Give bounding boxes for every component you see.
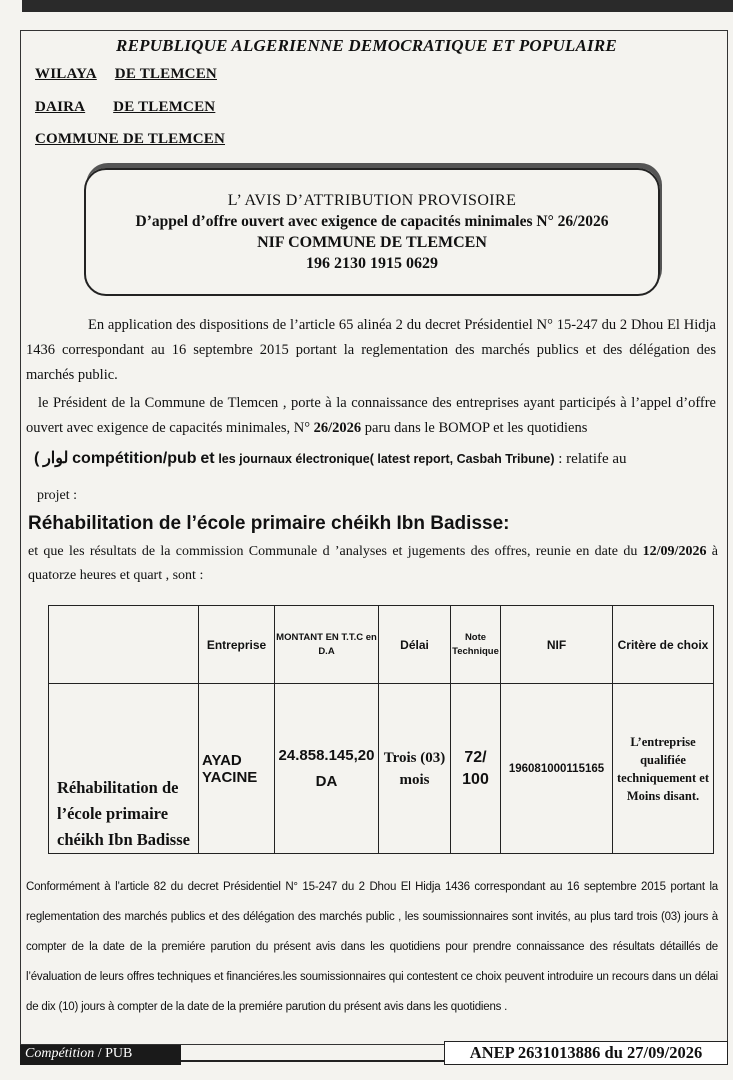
wilaya-value: DE TLEMCEN [114, 66, 217, 82]
notice-title-line4: 196 2130 1915 0629 [306, 255, 438, 272]
paragraph-announcement [26, 391, 716, 441]
top-black-bar [22, 0, 733, 12]
project-label: projet : [37, 488, 78, 503]
notice-title-box [84, 168, 660, 296]
conjunction-et: et [200, 450, 215, 467]
paragraph-appeal-rights: Conformément à l’article 82 du decret Présidentiel N° 15-247 du 2 Dhou El Hidja 1436 correspondant au 16 septembre 2015 portant la reglementation des marchés publics et des délégation des marchés public , les soumissionnaires sont invités, au plus tard trois (03) jours à compter de la date de la premiére parution du présent avis dans les quotidiens pour prendre connaissance des résultats détaillés de l’évaluation de leurs offres techniques et financiéres.les soumissionnaires qui contestent ce choix peuvent introduire un recours dans un délai de dix (10) jours à compter de la date de la premiére parution du présent avis dans les quotidiens . [26, 881, 718, 1013]
header-entreprise: Entreprise [199, 606, 275, 684]
header-project [49, 606, 199, 684]
electronic-journals: les journaux électronique( latest report, Casbah Tribune) [218, 452, 555, 466]
table-row [49, 684, 714, 854]
newspaper-competition: compétition/pub [72, 450, 197, 467]
cell-entreprise: AYAD YACINE [199, 684, 275, 854]
footer-rule [181, 1060, 444, 1062]
paragraph-publications [34, 446, 724, 472]
footer-publication-tag [20, 1045, 181, 1065]
wilaya-line [35, 66, 217, 83]
footer-competition: Compétition [25, 1046, 95, 1061]
announcement-text-b: paru dans le BOMOP et les quotidiens [364, 420, 588, 436]
arabic-newspaper: لوار [43, 450, 69, 467]
cell-note: 72/ 100 [451, 684, 501, 854]
table-header-row [49, 606, 714, 684]
notice-title-line2: D’appel d’offre ouvert avec exigence de capacités minimales N° 26/2026 [135, 213, 609, 230]
header-note: Note Technique [451, 606, 501, 684]
header-montant: MONTANT EN T.T.C en D.A [275, 606, 379, 684]
tender-number: 26/2026 [313, 420, 362, 436]
paragraph-legal-basis: En application des dispositions de l’article 65 alinéa 2 du decret Présidentiel N° 15-247 du 2 Dhou El Hidja 1436 correspondant au 16 septembre 2015 portant la reglementation des marchés publics et des délégation des marchés public. [26, 317, 716, 383]
republic-heading: REPUBLIQUE ALGERIENNE DEMOCRATIQUE ET POPULAIRE [116, 36, 617, 55]
daira-label: DAIRA [35, 99, 86, 115]
cell-montant: 24.858.145,20 DA [275, 684, 379, 854]
cell-delai: Trois (03) mois [379, 684, 451, 854]
commission-date: 12/09/2026 [642, 544, 707, 559]
commission-text-b: à quatorze heures et quart , sont : [28, 544, 718, 583]
footer-anep-reference: ANEP 2631013886 du 27/09/2026 [444, 1041, 728, 1065]
open-paren: ( [34, 450, 40, 467]
wilaya-label: WILAYA [35, 66, 97, 82]
announcement-text-a: le Président de la Commune de Tlemcen , porte à la connaissance des entreprises ayant participés à l’appel d’offre ouvert avec exigence de capacités minimales, N° [26, 395, 716, 436]
header-critere: Critère de choix [613, 606, 714, 684]
commission-text-a: et que les résultats de la commission Communale d ’analyses et jugements des offres, reunie en date du [28, 544, 638, 559]
cell-critere: L’entreprise qualifiée techniquement et Moins disant. [613, 684, 714, 854]
header-delai: Délai [379, 606, 451, 684]
header-nif: NIF [501, 606, 613, 684]
daira-value: DE TLEMCEN [113, 99, 216, 115]
notice-title-line3: NIF COMMUNE DE TLEMCEN [257, 234, 487, 251]
cell-nif: 196081000115165 [501, 684, 613, 854]
daira-line [35, 99, 215, 116]
footer-pub: / PUB [94, 1046, 133, 1061]
cell-project: Réhabilitation de l’école primaire chéikh Ibn Badisse [49, 684, 199, 854]
notice-title-line1: L’ AVIS D’ATTRIBUTION PROVISOIRE [227, 192, 517, 209]
commune-line: COMMUNE DE TLEMCEN [35, 131, 225, 147]
results-table [48, 605, 714, 854]
relative-to: : relatife au [558, 451, 627, 467]
project-title: Réhabilitation de l’école primaire chéikh Ibn Badisse: [28, 513, 510, 534]
paragraph-commission [28, 540, 718, 588]
